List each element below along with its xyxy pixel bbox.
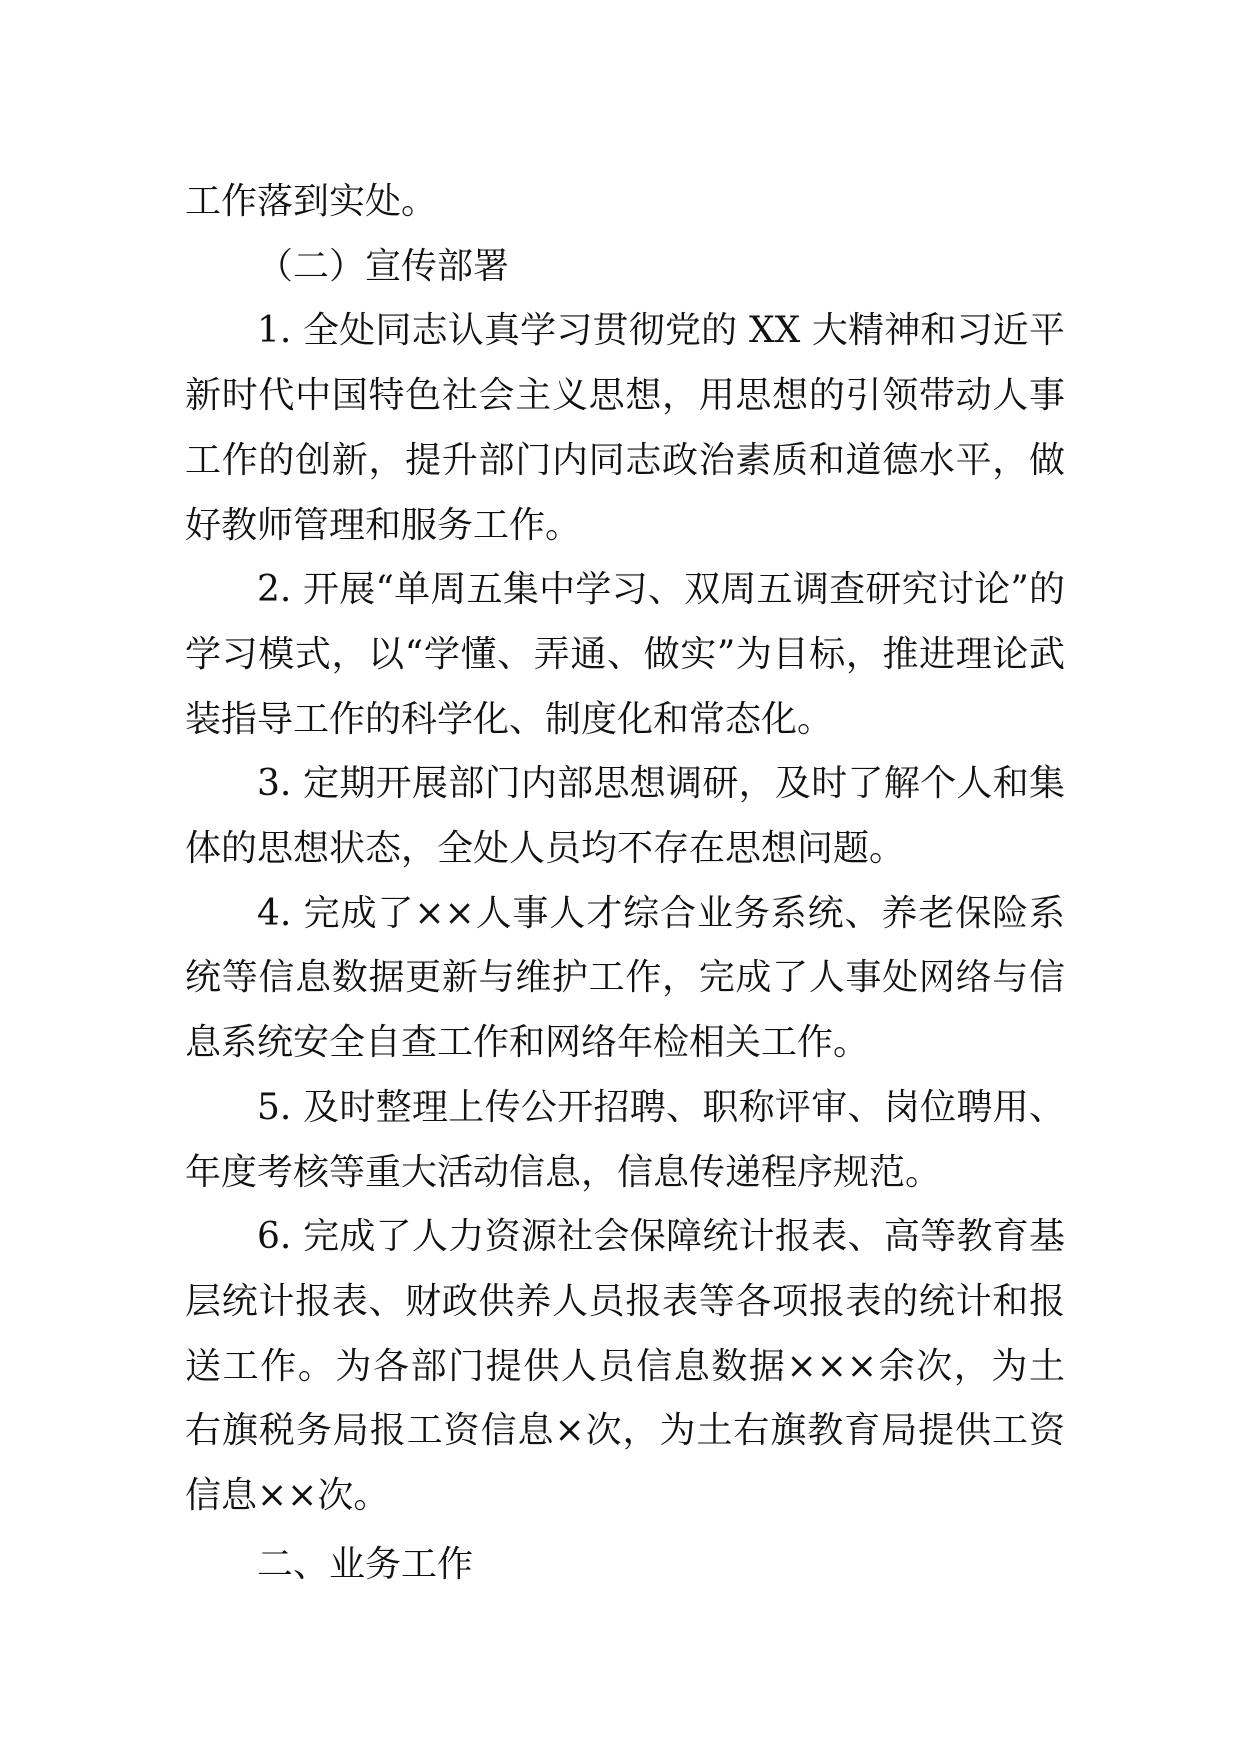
list-item-6: 6. 完成了人力资源社会保障统计报表、高等教育基层统计报表、财政供养人员报表等各项报表的统计和报送工作。为各部门提供人员信息数据×××余次，为土右旗税务局报工资信息×次，为土右旗教育局提供工资信息××次。 xyxy=(185,1216,1065,1517)
list-item-1: 1. 全处同志认真学习贯彻党的 XX 大精神和习近平新时代中国特色社会主义思想，用思想的引领带动人事工作的创新，提升部门内同志政治素质和道德水平，做好教师管理和服务工作。 xyxy=(185,310,1065,546)
paragraph-continuation: 工作落到实处。 xyxy=(185,181,438,222)
section-heading: 二、业务工作 xyxy=(257,1543,474,1585)
subsection-heading: （二）宣传部署 xyxy=(257,245,510,287)
list-item-2: 2. 开展“单周五集中学习、双周五调查研究讨论”的学习模式，以“学懂、弄通、做实”为目标，推进理论武装指导工作的科学化、制度化和常态化。 xyxy=(185,569,1065,740)
list-item-3: 3. 定期开展部门内部思想调研，及时了解个人和集体的思想状态，全处人员均不存在思想问题。 xyxy=(185,763,1065,870)
document-body xyxy=(185,170,1065,1597)
list-item-4: 4. 完成了××人事人才综合业务系统、养老保险系统等信息数据更新与维护工作，完成了人事处网络与信息系统安全自查工作和网络年检相关工作。 xyxy=(185,892,1065,1064)
list-item-5: 5. 及时整理上传公开招聘、职称评审、岗位聘用、年度考核等重大活动信息，信息传递程序规范。 xyxy=(185,1086,1065,1193)
